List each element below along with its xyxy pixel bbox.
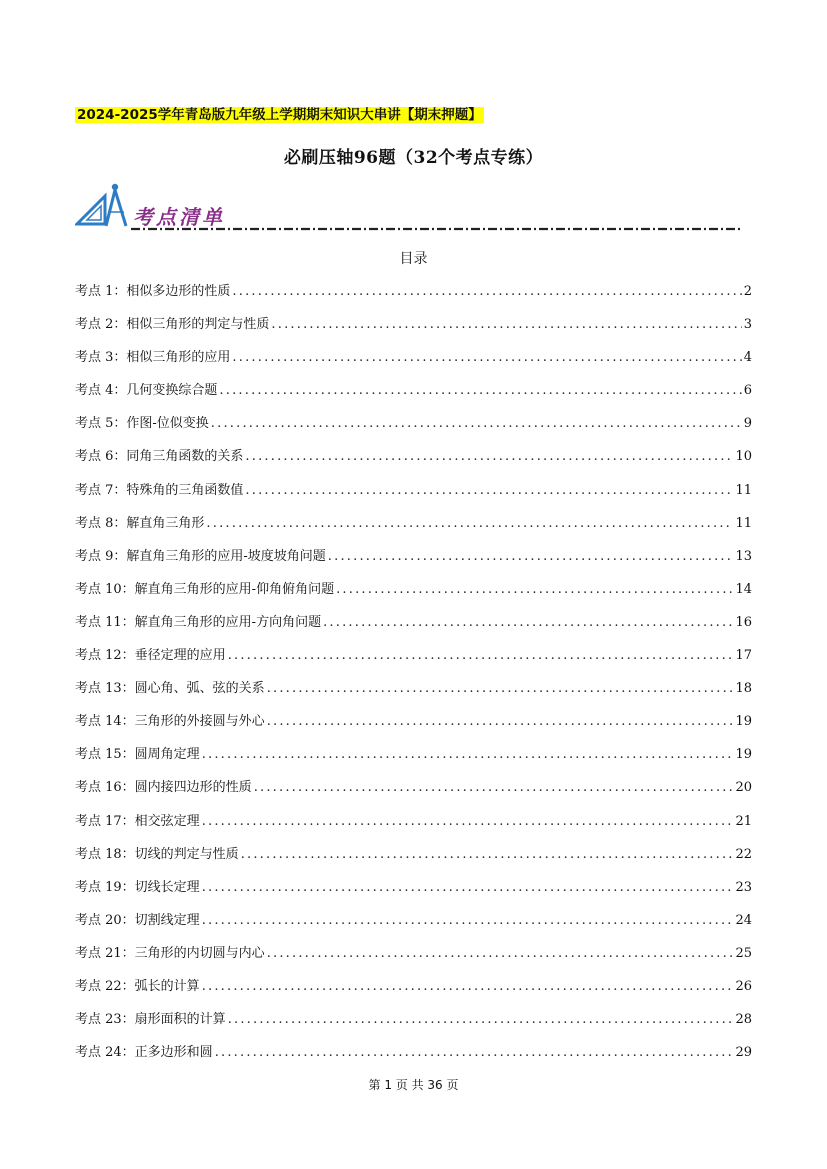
toc-item-label: 考点 10：解直角三角形的应用-仰角俯角问题 bbox=[75, 581, 335, 597]
toc-leader-dots bbox=[254, 778, 734, 798]
toc-item-label: 考点 16：圆内接四边形的性质 bbox=[75, 780, 252, 796]
toc-item-page: 14 bbox=[735, 581, 752, 597]
toc-item-page: 19 bbox=[735, 714, 752, 730]
toc-leader-dots bbox=[202, 977, 734, 997]
toc-item[interactable] bbox=[75, 481, 752, 514]
toc-item-page: 11 bbox=[735, 482, 752, 498]
toc-leader-dots bbox=[336, 580, 733, 600]
toc-item-label: 考点 21：三角形的内切圆与内心 bbox=[75, 945, 265, 961]
toc-item[interactable] bbox=[75, 315, 752, 348]
toc-item[interactable] bbox=[75, 381, 752, 414]
toc-leader-dots bbox=[215, 1043, 734, 1063]
toc-item-label: 考点 15：圆周角定理 bbox=[75, 747, 200, 763]
toc-leader-dots bbox=[328, 547, 734, 567]
toc-item[interactable] bbox=[75, 348, 752, 381]
toc-item-page: 24 bbox=[735, 912, 752, 928]
toc-leader-dots bbox=[245, 447, 733, 467]
toc-item-label: 考点 24：正多边形和圆 bbox=[75, 1045, 213, 1061]
toc-leader-dots bbox=[228, 1010, 734, 1030]
toc-item[interactable] bbox=[75, 712, 752, 745]
toc-item-label: 考点 18：切线的判定与性质 bbox=[75, 846, 239, 862]
toc-item-label: 考点 14：三角形的外接圆与外心 bbox=[75, 714, 265, 730]
toc-item-page: 21 bbox=[735, 813, 752, 829]
toc-item-label: 考点 2：相似三角形的判定与性质 bbox=[75, 317, 270, 333]
toc-item-page: 22 bbox=[735, 846, 752, 862]
toc-item-label: 考点 23：扇形面积的计算 bbox=[75, 1012, 226, 1028]
toc-leader-dots bbox=[228, 646, 734, 666]
toc-leader-dots bbox=[232, 348, 741, 368]
toc-item-label: 考点 11：解直角三角形的应用-方向角问题 bbox=[75, 614, 322, 630]
toc-item-page: 9 bbox=[743, 416, 752, 432]
toc-item[interactable] bbox=[75, 613, 752, 646]
toc-leader-dots bbox=[241, 845, 734, 865]
toc-item-page: 18 bbox=[735, 681, 752, 697]
toc-item-label: 考点 4：几何变换综合题 bbox=[75, 383, 218, 399]
table-of-contents bbox=[75, 282, 752, 1076]
toc-leader-dots bbox=[202, 878, 734, 898]
toc-leader-dots bbox=[267, 944, 734, 964]
toc-item[interactable] bbox=[75, 514, 752, 547]
toc-item[interactable] bbox=[75, 1043, 752, 1076]
toc-item-page: 2 bbox=[743, 284, 752, 299]
toc-item[interactable] bbox=[75, 580, 752, 613]
toc-item-page: 6 bbox=[743, 383, 752, 399]
toc-item-page: 3 bbox=[743, 317, 752, 333]
header-text: 2024-2025学年青岛版九年级上学期期末知识大串讲【期末押题】 bbox=[77, 107, 482, 123]
toc-item-page: 20 bbox=[735, 780, 752, 796]
toc-item[interactable] bbox=[75, 282, 752, 315]
toc-item-label: 考点 17：相交弦定理 bbox=[75, 813, 200, 829]
toc-leader-dots bbox=[202, 911, 734, 931]
section-banner bbox=[75, 182, 745, 234]
toc-heading: 目录 bbox=[399, 251, 428, 267]
toc-item-label: 考点 22：弧长的计算 bbox=[75, 978, 200, 994]
toc-item-label: 考点 1：相似多边形的性质 bbox=[75, 284, 231, 299]
toc-leader-dots bbox=[323, 613, 733, 633]
toc-item[interactable] bbox=[75, 845, 752, 878]
toc-item[interactable] bbox=[75, 944, 752, 977]
toc-item[interactable] bbox=[75, 911, 752, 944]
toc-leader-dots bbox=[211, 414, 742, 434]
toc-item-label: 考点 7：特殊角的三角函数值 bbox=[75, 482, 244, 498]
toc-item-label: 考点 6：同角三角函数的关系 bbox=[75, 449, 244, 465]
toc-item-label: 考点 20：切割线定理 bbox=[75, 912, 200, 928]
toc-item[interactable] bbox=[75, 977, 752, 1010]
toc-item[interactable] bbox=[75, 778, 752, 811]
toc-leader-dots bbox=[219, 381, 741, 401]
toc-leader-dots bbox=[232, 282, 741, 302]
toc-item-page: 23 bbox=[735, 879, 752, 895]
toc-item[interactable] bbox=[75, 812, 752, 845]
ruler-compass-icon bbox=[77, 184, 126, 226]
toc-leader-dots bbox=[267, 712, 734, 732]
banner-label: 考点清单 bbox=[133, 205, 225, 229]
page-footer: 第 1 页 共 36 页 bbox=[368, 1078, 459, 1092]
toc-item-page: 29 bbox=[735, 1045, 752, 1061]
toc-item-page: 26 bbox=[735, 978, 752, 994]
toc-leader-dots bbox=[202, 812, 734, 832]
toc-item-page: 19 bbox=[735, 747, 752, 763]
document-title: 必刷压轴96题（32个考点专练） bbox=[283, 148, 544, 168]
toc-item[interactable] bbox=[75, 679, 752, 712]
toc-item-label: 考点 5：作图-位似变换 bbox=[75, 416, 209, 432]
toc-item-page: 16 bbox=[735, 614, 752, 630]
toc-item-label: 考点 8：解直角三角形 bbox=[75, 515, 205, 531]
toc-item-label: 考点 9：解直角三角形的应用-坡度坡角问题 bbox=[75, 548, 326, 564]
toc-item-label: 考点 13：圆心角、弧、弦的关系 bbox=[75, 681, 265, 697]
toc-item[interactable] bbox=[75, 414, 752, 447]
toc-item[interactable] bbox=[75, 745, 752, 778]
toc-item-page: 10 bbox=[735, 449, 752, 465]
toc-item[interactable] bbox=[75, 878, 752, 911]
toc-item-label: 考点 19：切线长定理 bbox=[75, 879, 200, 895]
toc-item-page: 11 bbox=[735, 515, 752, 531]
toc-leader-dots bbox=[206, 514, 733, 534]
toc-leader-dots bbox=[267, 679, 734, 699]
toc-item[interactable] bbox=[75, 1010, 752, 1043]
toc-item-page: 13 bbox=[735, 548, 752, 564]
toc-item-label: 考点 12：垂径定理的应用 bbox=[75, 648, 226, 664]
toc-item-page: 28 bbox=[735, 1012, 752, 1028]
toc-item-page: 4 bbox=[743, 350, 752, 366]
toc-leader-dots bbox=[245, 481, 733, 501]
toc-item-page: 17 bbox=[735, 648, 752, 664]
header-line bbox=[75, 106, 484, 124]
toc-item-page: 25 bbox=[735, 945, 752, 961]
toc-leader-dots bbox=[271, 315, 741, 335]
toc-item[interactable] bbox=[75, 547, 752, 580]
toc-leader-dots bbox=[202, 745, 734, 765]
toc-item-label: 考点 3：相似三角形的应用 bbox=[75, 350, 231, 366]
toc-item[interactable] bbox=[75, 447, 752, 480]
toc-item[interactable] bbox=[75, 646, 752, 679]
